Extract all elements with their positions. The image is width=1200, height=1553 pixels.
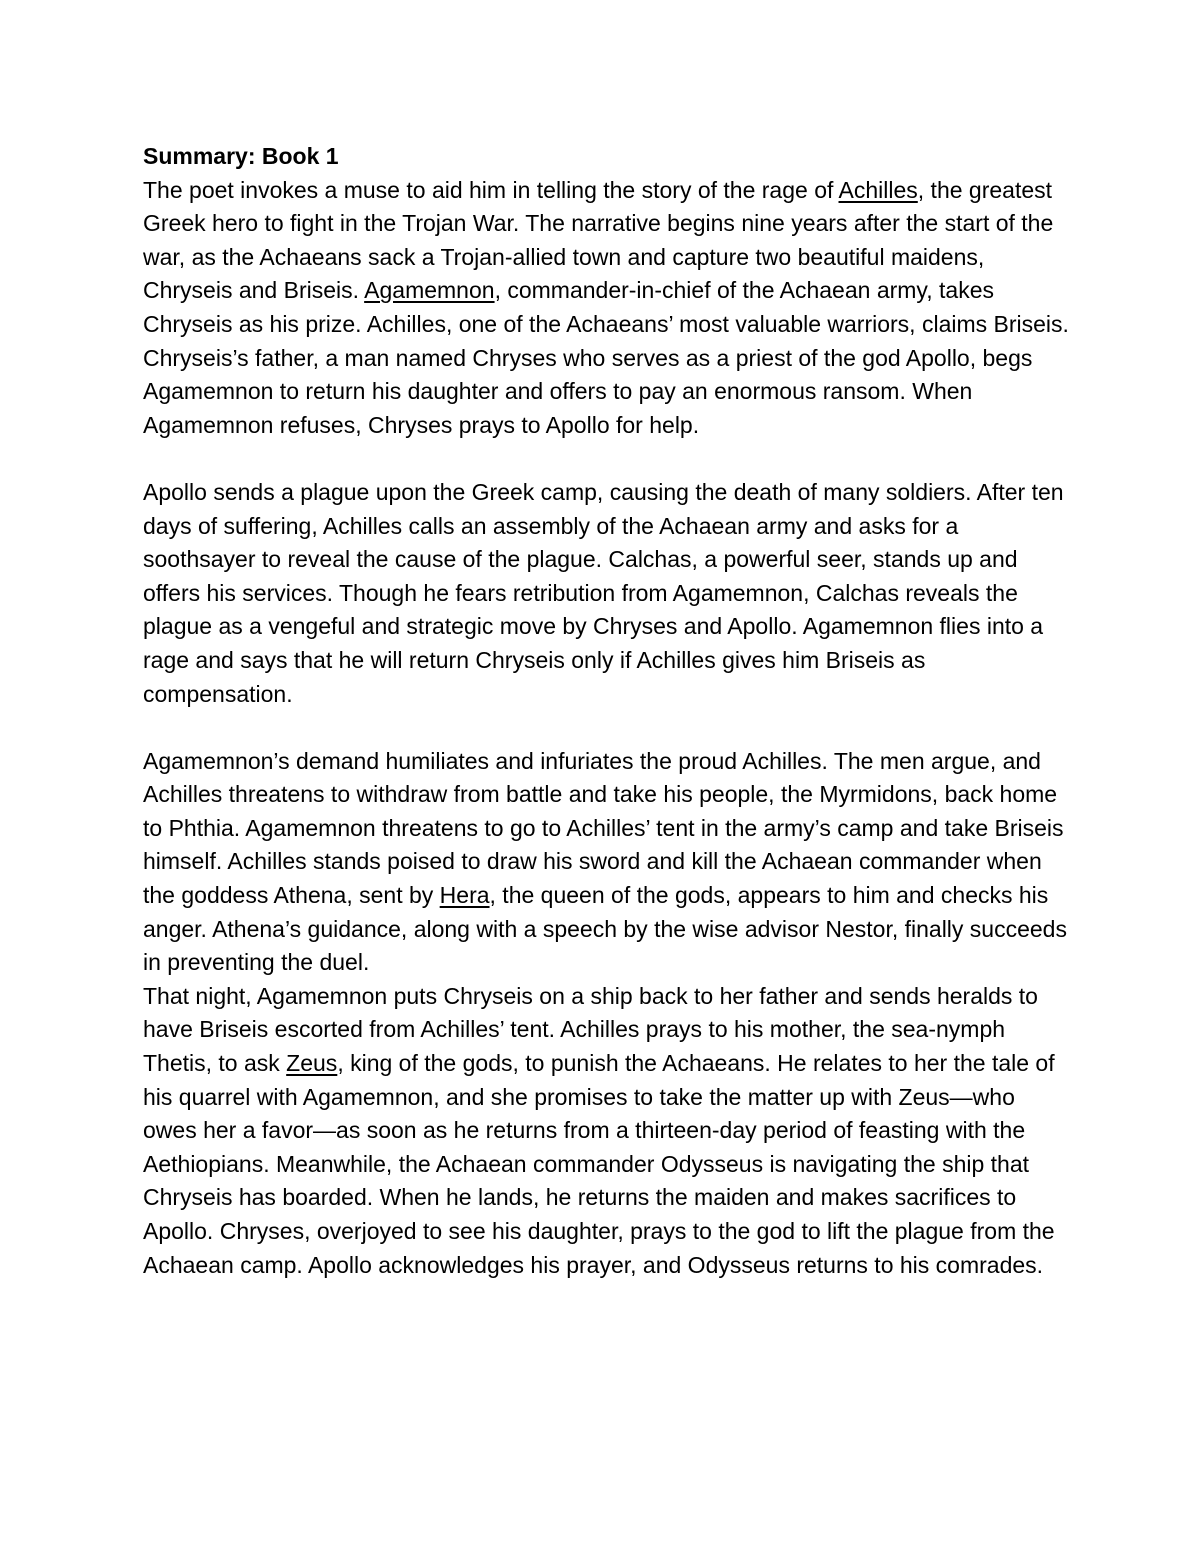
text-segment: , the greatest Greek hero to fight in the Trojan War. The narrative begins nine years after the start of the war, as the Achaeans sack a Trojan-allied town and capture two beautiful maidens, Chryseis and Briseis. [143,176,1054,304]
paragraph [143,980,1073,1282]
link-hera[interactable]: Hera [439,882,490,909]
text-segment: Agamemnon’s demand humiliates and infuriates the proud Achilles. The men argue, and Achilles threatens to withdraw from battle and take his people, the Myrmidons, back home to Phthia. Agamemnon threatens to go to Achilles’ tent in the army’s camp and take Briseis himself. Achilles stands poised to draw his sword and kill the Achaean commander when the goddess Athena, sent by [143,747,1064,909]
text-segment: , the queen of the gods, appears to him and checks his anger. Athena’s guidance, along with a speech by the wise advisor Nestor, finally succeeds in preventing the duel. [143,882,1067,976]
paragraph [143,745,1073,980]
link-zeus[interactable]: Zeus [286,1050,338,1077]
document-page [143,140,1073,1282]
text-segment: The poet invokes a muse to aid him in telling the story of the rage of [143,176,839,203]
link-achilles[interactable]: Achilles [838,176,918,203]
link-agamemnon[interactable]: Agamemnon [364,277,495,304]
text-segment: , commander-in-chief of the Achaean army, takes Chryseis as his prize. Achilles, one of the Achaeans’ most valuable warriors, claims Briseis. Chryseis’s father, a man named Chryses who serves as a priest of the god Apollo, begs Agamemnon to return his daughter and offers to pay an enormous ransom. When Agamemnon refuses, Chryses prays to Apollo for help. [143,277,1069,438]
text-segment: That night, Agamemnon puts Chryseis on a ship back to her father and sends heralds to have Briseis escorted from Achilles’ tent. Achilles prays to his mother, the sea-nymph Thetis, to ask [143,982,1038,1077]
text-segment: , king of the gods, to punish the Achaeans. He relates to her the tale of his quarrel with Agamemnon, and she promises to take the matter up with Zeus—who owes her a favor—as soon as he returns from a thirteen-day period of feasting with the Aethiopians. Meanwhile, the Achaean commander Odysseus is navigating the ship that Chryseis has boarded. When he lands, he returns the maiden and makes sacrifices to Apollo. Chryses, overjoyed to see his daughter, prays to the god to lift the plague from the Achaean camp. Apollo acknowledges his prayer, and Odysseus returns to his comrades. [143,1050,1055,1278]
paragraph-spacer [143,711,1073,745]
paragraph [143,174,1073,443]
paragraph [143,476,1073,711]
paragraph-spacer [143,442,1073,476]
text-segment: Apollo sends a plague upon the Greek camp, causing the death of many soldiers. After ten days of suffering, Achilles calls an assembly of the Achaean army and asks for a soothsayer to reveal the cause of the plague. Calchas, a powerful seer, stands up and offers his services. Though he fears retribution from Agamemnon, Calchas reveals the plague as a vengeful and strategic move by Chryses and Apollo. Agamemnon flies into a rage and says that he will return Chryseis only if Achilles gives him Briseis as compensation. [143,478,1064,707]
document-title: Summary: Book 1 [143,143,339,169]
